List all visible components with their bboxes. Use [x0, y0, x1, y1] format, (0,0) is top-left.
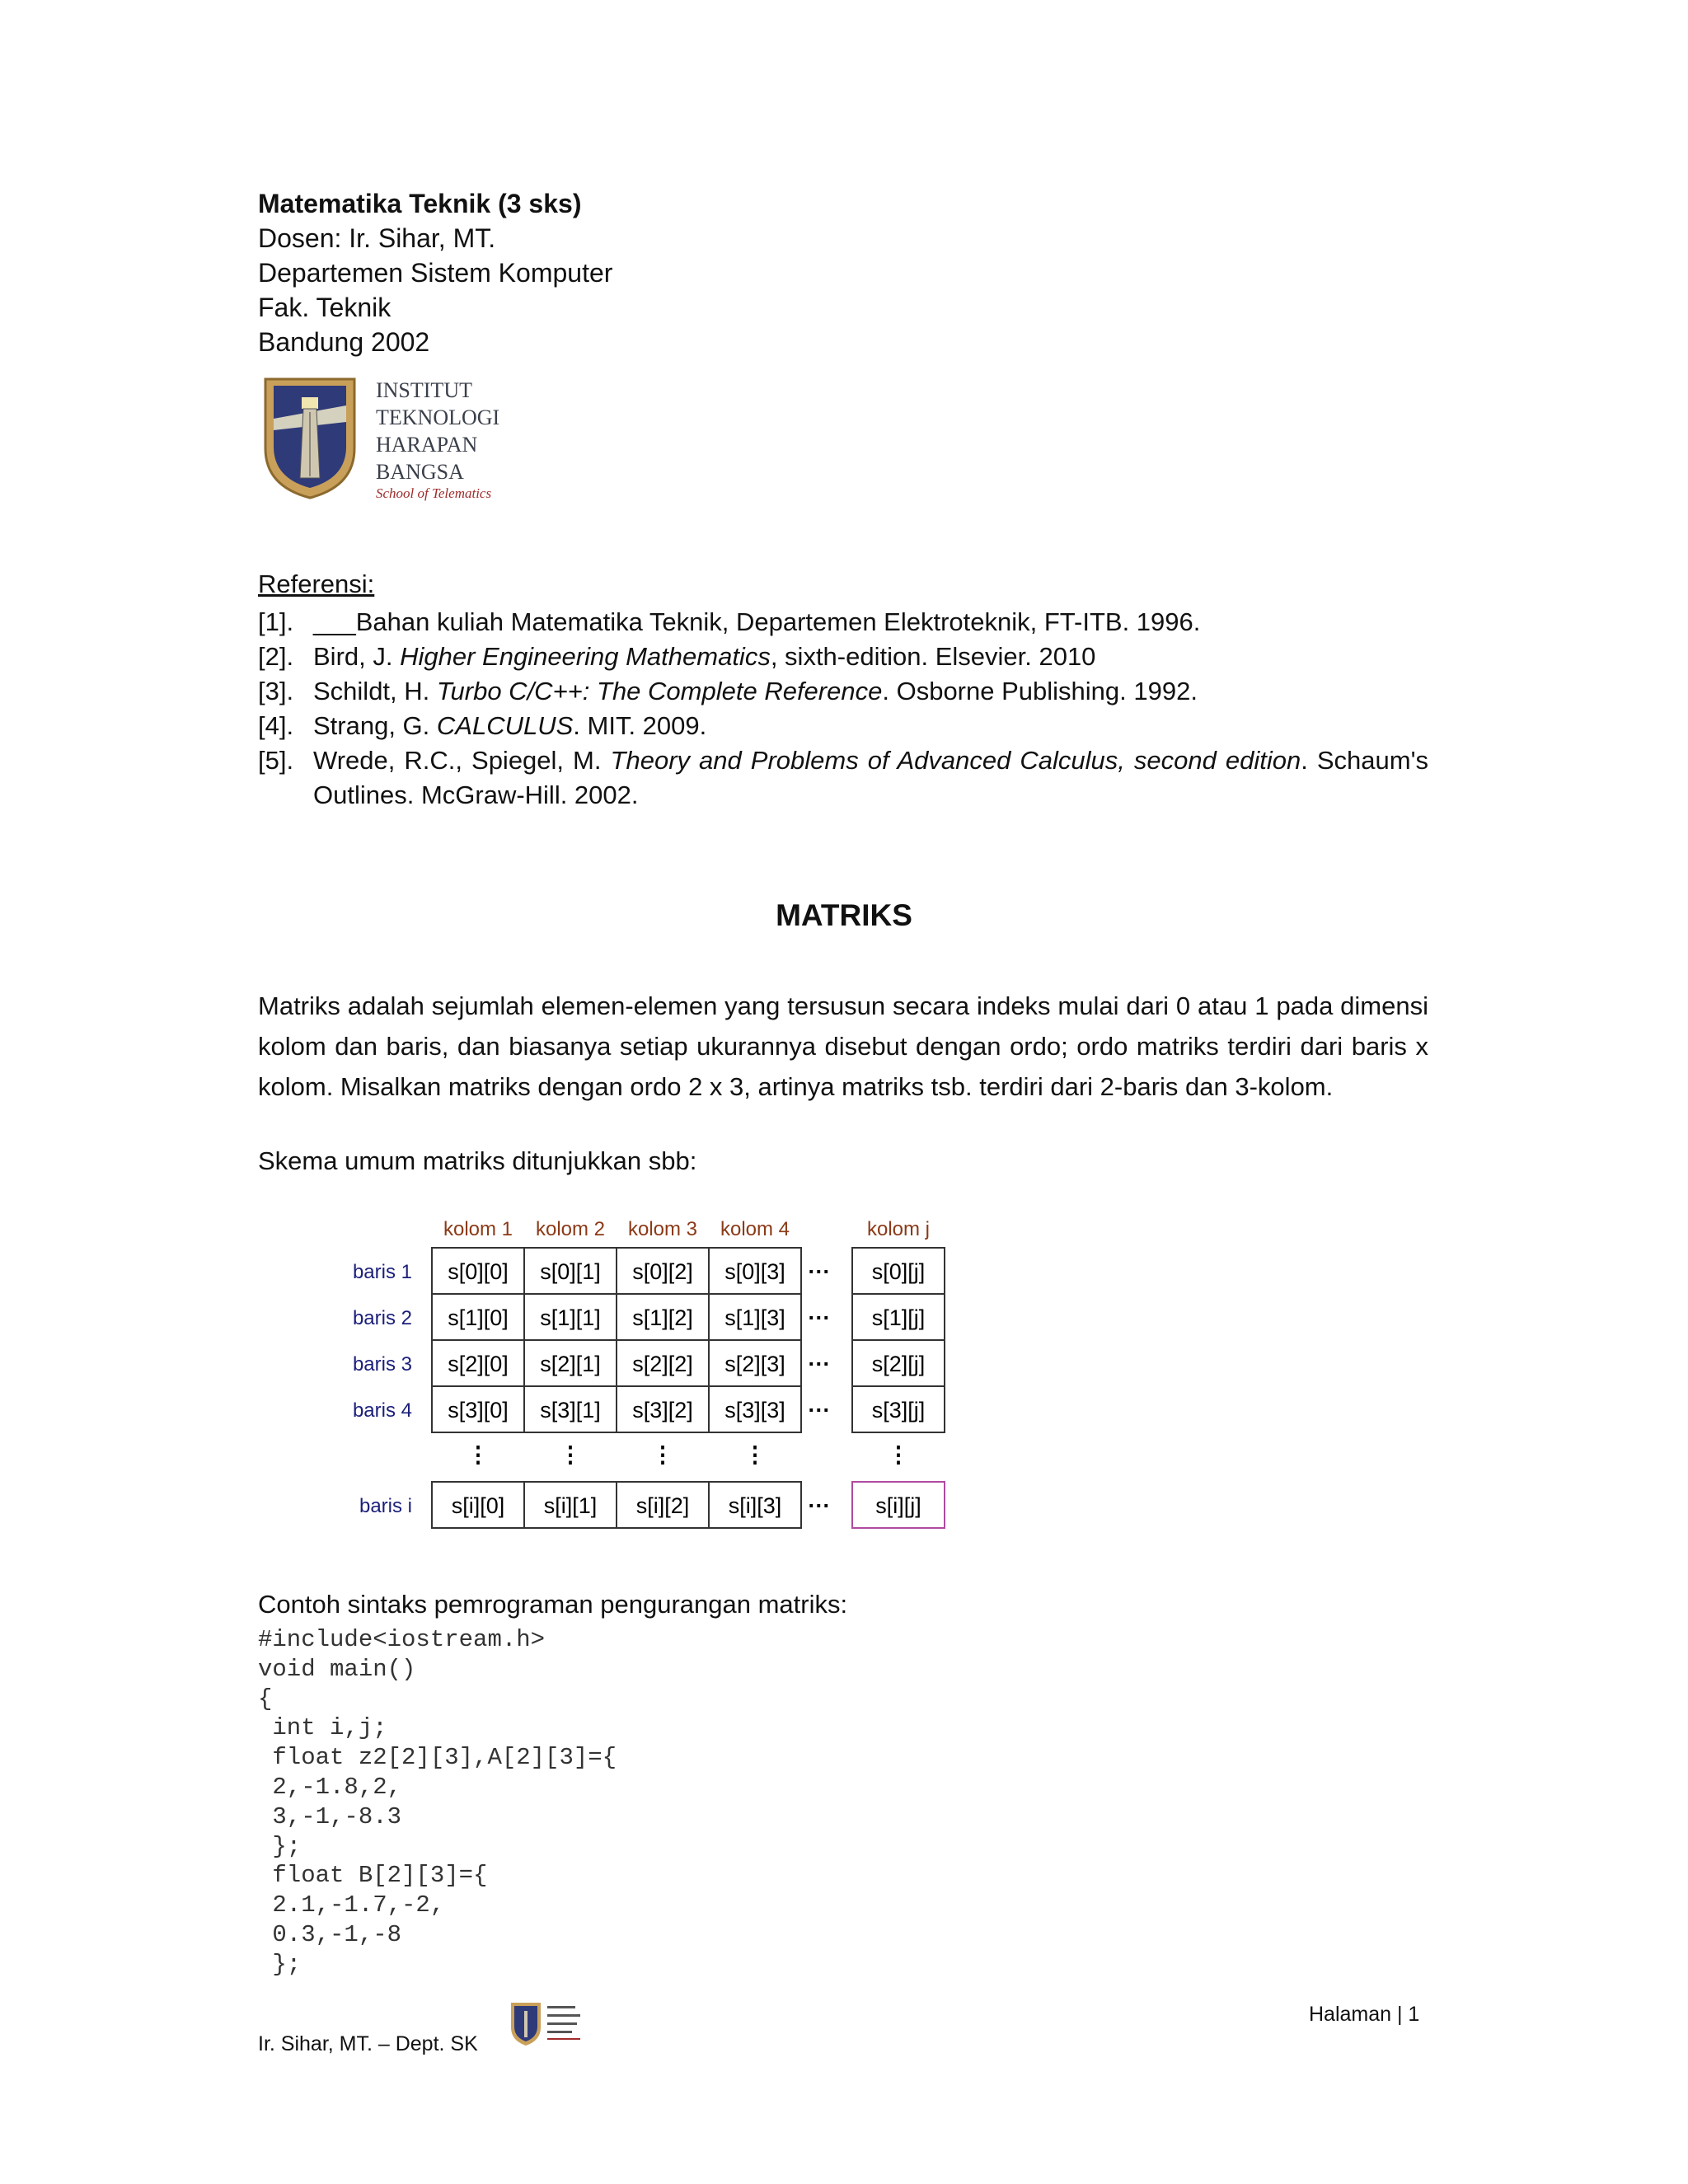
logo-line3: HARAPAN: [376, 433, 478, 457]
reference-publisher: , sixth-edition. Elsevier. 2010: [770, 642, 1096, 671]
column-header: kolom 1: [443, 1218, 513, 1240]
reference-author: Strang, G.: [313, 711, 437, 740]
row-header: baris 1: [352, 1261, 412, 1283]
code-caption: Contoh sintaks pemrograman pengurangan matriks:: [258, 1590, 848, 1619]
matrix-cell-label: s[0][2]: [632, 1259, 693, 1284]
reference-author: Bahan kuliah Matematika Teknik, Departemen Elektroteknik, FT-ITB. 1996.: [355, 607, 1201, 636]
matrix-cell-label: s[i][3]: [728, 1493, 782, 1518]
vertical-ellipsis: ⋮: [467, 1442, 490, 1467]
reference-author: Schildt, H.: [313, 677, 437, 705]
logo-line2: TEKNOLOGI: [376, 405, 500, 429]
matrix-cell-label: s[1][3]: [724, 1305, 785, 1330]
institution-logo: [262, 373, 526, 504]
logo-line4: BANGSA: [376, 460, 464, 484]
matrix-cell-label: s[i][0]: [451, 1493, 505, 1518]
vertical-ellipsis: ⋮: [887, 1442, 910, 1467]
column-header: kolom j: [866, 1218, 931, 1240]
reference-text: [313, 743, 1428, 813]
footer-logo: [509, 1999, 600, 2047]
references-heading: Referensi:: [258, 569, 375, 598]
matrix-cell-label: s[3][j]: [871, 1398, 926, 1422]
reference-number: [1].: [258, 607, 294, 636]
document-header: [258, 186, 612, 359]
reference-blank: ___: [313, 607, 356, 636]
matrix-cell-label: s[i][1]: [543, 1493, 598, 1518]
horizontal-ellipsis: ···: [808, 1493, 831, 1518]
matrix-cell-label: s[3][1]: [540, 1398, 601, 1422]
reference-text: [313, 640, 1428, 674]
matrix-cell-label: s[1][2]: [632, 1305, 693, 1330]
matrix-cell-label: s[1][1]: [540, 1305, 601, 1330]
reference-text: [313, 605, 1428, 640]
matrix-cell-label: s[2][2]: [632, 1352, 693, 1376]
reference-item: [258, 674, 1428, 709]
intro-paragraph: Matriks adalah sejumlah elemen-elemen yang tersusun secara indeks mulai dari 0 atau 1 pada dimensi kolom dan baris, dan biasanya setiap ukurannya disebut dengan ordo; ordo matriks terdiri dari baris x kolom. Misalkan matriks dengan ordo 2 x 3, artinya matriks tsb. terdiri dari 2-baris dan 3-kolom.: [258, 991, 1428, 1101]
matrix-cell-label: s[0][j]: [871, 1259, 926, 1284]
matrix-cell-label: s[2][3]: [724, 1352, 785, 1376]
reference-author: Wrede, R.C., Spiegel, M.: [313, 746, 611, 775]
horizontal-ellipsis: ···: [808, 1352, 831, 1376]
row-header: baris 2: [352, 1307, 412, 1329]
vertical-ellipsis: ⋮: [651, 1442, 674, 1467]
reference-publisher: . MIT. 2009.: [573, 711, 707, 740]
reference-title: Higher Engineering Mathematics: [400, 642, 771, 671]
matrix-cell-label: s[2][1]: [540, 1352, 601, 1376]
matrix-cell-label: s[3][3]: [724, 1398, 785, 1422]
matrix-cell-label: s[1][0]: [448, 1305, 509, 1330]
reference-publisher: . Osborne Publishing. 1992.: [882, 677, 1198, 705]
matrix-cell-label: s[i][2]: [635, 1493, 690, 1518]
column-header: kolom 2: [535, 1218, 606, 1240]
logo-line1: INSTITUT: [376, 378, 472, 402]
course-title: Matematika Teknik (3 sks): [258, 189, 582, 218]
row-header: baris 3: [352, 1353, 412, 1376]
reference-title: Turbo C/C++: The Complete Reference: [436, 677, 883, 705]
horizontal-ellipsis: ···: [808, 1259, 831, 1284]
footer-author: Ir. Sihar, MT. – Dept. SK: [258, 2032, 478, 2055]
reference-item: [258, 743, 1428, 813]
matrix-cell-label: s[3][0]: [448, 1398, 509, 1422]
reference-author: Bird, J.: [313, 642, 401, 671]
matrix-schema-figure: [330, 1207, 989, 1537]
reference-publisher: . Schaum's Outlines. McGraw-Hill. 2002.: [313, 746, 1428, 809]
code-listing: #include<iostream.h> void main() { int i,j; float z2[2][3],A[2][3]={ 2,-1.8,2, 3,-1,-8.3 }; float B[2][3]={ 2.1,-1.7,-2, 0.3,-1,-8 };: [258, 1626, 617, 1978]
reference-text: [313, 674, 1428, 709]
horizontal-ellipsis: ···: [808, 1305, 831, 1330]
faculty: Fak. Teknik: [258, 293, 392, 322]
section-title: MATRIKS: [776, 898, 912, 932]
matrix-cell-label: s[1][j]: [871, 1305, 926, 1330]
place-year: Bandung 2002: [258, 327, 430, 357]
matrix-cell-label: s[0][3]: [724, 1259, 785, 1284]
reference-number: [5].: [258, 746, 294, 775]
lecturer: Dosen: Ir. Sihar, MT.: [258, 223, 496, 253]
vertical-ellipsis: ⋮: [743, 1442, 767, 1467]
matrix-cell-label: s[i][j]: [875, 1493, 921, 1518]
matrix-cell-label: s[0][0]: [448, 1259, 509, 1284]
row-header: baris i: [359, 1495, 412, 1517]
column-header: kolom 3: [627, 1218, 698, 1240]
reference-title: Theory and Problems of Advanced Calculus, second edition: [610, 746, 1301, 775]
column-header: kolom 4: [720, 1218, 790, 1240]
references-section: [258, 567, 1428, 813]
reference-number: [2].: [258, 642, 294, 671]
reference-title: CALCULUS: [436, 711, 574, 740]
reference-item: [258, 640, 1428, 674]
horizontal-ellipsis: ···: [808, 1398, 831, 1422]
logo-tagline: School of Telematics: [376, 485, 492, 501]
reference-number: [4].: [258, 711, 294, 740]
matrix-cell-label: s[2][0]: [448, 1352, 509, 1376]
reference-number: [3].: [258, 677, 294, 705]
schema-caption: Skema umum matriks ditunjukkan sbb:: [258, 1146, 697, 1175]
matrix-cell-label: s[0][1]: [540, 1259, 601, 1284]
reference-item: [258, 709, 1428, 743]
matrix-cell-label: s[2][j]: [871, 1352, 926, 1376]
department: Departemen Sistem Komputer: [258, 258, 613, 288]
vertical-ellipsis: ⋮: [559, 1442, 582, 1467]
reference-text: [313, 709, 1428, 743]
matrix-cell-label: s[3][2]: [632, 1398, 693, 1422]
row-header: baris 4: [352, 1399, 412, 1422]
reference-item: [258, 605, 1428, 640]
page-number: Halaman | 1: [1309, 2003, 1420, 2026]
references-list: [258, 605, 1428, 813]
